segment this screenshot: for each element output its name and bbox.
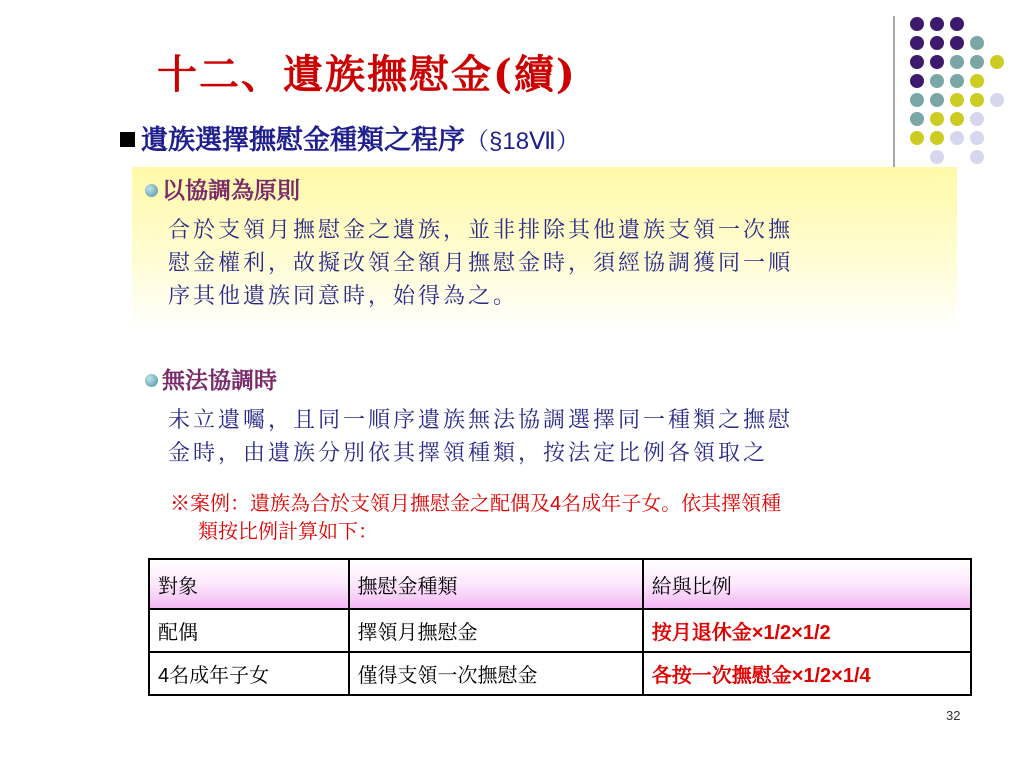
round-bullet-icon	[145, 374, 158, 387]
paragraph-line: 序其他遺族同意時，始得為之。	[168, 284, 519, 309]
bullet-heading-text: 無法協調時	[162, 367, 277, 394]
table-header-cell: 給與比例	[643, 559, 971, 609]
example-line: 類按比例計算如下：	[198, 521, 378, 543]
decorative-dot	[910, 55, 924, 69]
table-row	[149, 652, 971, 695]
decorative-dot	[970, 112, 984, 126]
decorative-divider	[893, 16, 895, 168]
decorative-dot	[950, 112, 964, 126]
bullet-heading-text: 以協調為原則	[162, 177, 300, 204]
no-coordination-paragraph	[168, 404, 793, 470]
example-note	[170, 490, 781, 546]
section-subheading	[120, 121, 580, 161]
decorative-dot	[950, 74, 964, 88]
table-row	[149, 609, 971, 652]
table-cell: 配偶	[149, 609, 349, 652]
decorative-dot	[910, 36, 924, 50]
coordination-paragraph	[168, 214, 793, 313]
decorative-dot	[970, 150, 984, 164]
decorative-dot	[930, 74, 944, 88]
table-header-cell: 對象	[149, 559, 349, 609]
table-cell: 各按一次撫慰金×1/2×1/4	[643, 652, 971, 695]
law-reference: （§18Ⅶ）	[465, 128, 580, 155]
decorative-dot	[930, 17, 944, 31]
decorative-dot	[950, 36, 964, 50]
paragraph-line: 金時，由遺族分別依其擇領種類，按法定比例各領取之	[168, 441, 769, 466]
page-number: 32	[946, 708, 961, 723]
decorative-dot	[930, 150, 944, 164]
subheading-text: 遺族選擇撫慰金種類之程序	[141, 125, 465, 156]
decorative-dot	[970, 55, 984, 69]
table-header-row	[149, 559, 971, 609]
paragraph-line: 合於支領月撫慰金之遺族，並非排除其他遺族支領一次撫	[168, 218, 794, 243]
allocation-table	[148, 558, 972, 696]
table-header-cell: 撫慰金種類	[349, 559, 643, 609]
decorative-dot	[930, 55, 944, 69]
decorative-dot	[970, 93, 984, 107]
table-cell: 擇領月撫慰金	[349, 609, 643, 652]
bullet-heading-coordination	[145, 174, 300, 208]
slide-title: 十二、遺族撫慰金(續)	[157, 51, 577, 98]
example-line: ※案例：遺族為合於支領月撫慰金之配偶及4名成年子女。依其擇領種	[170, 493, 782, 515]
decorative-dot	[910, 112, 924, 126]
decorative-dot	[910, 74, 924, 88]
decorative-dot	[910, 17, 924, 31]
table-cell: 4名成年子女	[149, 652, 349, 695]
decorative-dot	[910, 93, 924, 107]
decorative-dot	[930, 131, 944, 145]
decorative-dot	[970, 36, 984, 50]
decorative-dot	[990, 93, 1004, 107]
decorative-dot	[930, 93, 944, 107]
table-cell: 僅得支領一次撫慰金	[349, 652, 643, 695]
bullet-heading-no-coordination	[145, 364, 277, 398]
decorative-dot	[950, 17, 964, 31]
decorative-dot	[930, 36, 944, 50]
decorative-dot	[910, 131, 924, 145]
decorative-dot	[950, 93, 964, 107]
table-cell: 按月退休金×1/2×1/2	[643, 609, 971, 652]
decorative-dot	[970, 74, 984, 88]
decorative-dot	[950, 55, 964, 69]
decorative-dot	[990, 55, 1004, 69]
paragraph-line: 慰金權利，故擬改領全額月撫慰金時，須經協調獲同一順	[168, 251, 794, 276]
round-bullet-icon	[145, 184, 158, 197]
paragraph-line: 未立遺囑，且同一順序遺族無法協調選擇同一種類之撫慰	[168, 408, 794, 433]
decorative-dot	[970, 131, 984, 145]
square-bullet-icon	[120, 132, 135, 147]
decorative-dot	[950, 131, 964, 145]
decorative-dot	[930, 112, 944, 126]
